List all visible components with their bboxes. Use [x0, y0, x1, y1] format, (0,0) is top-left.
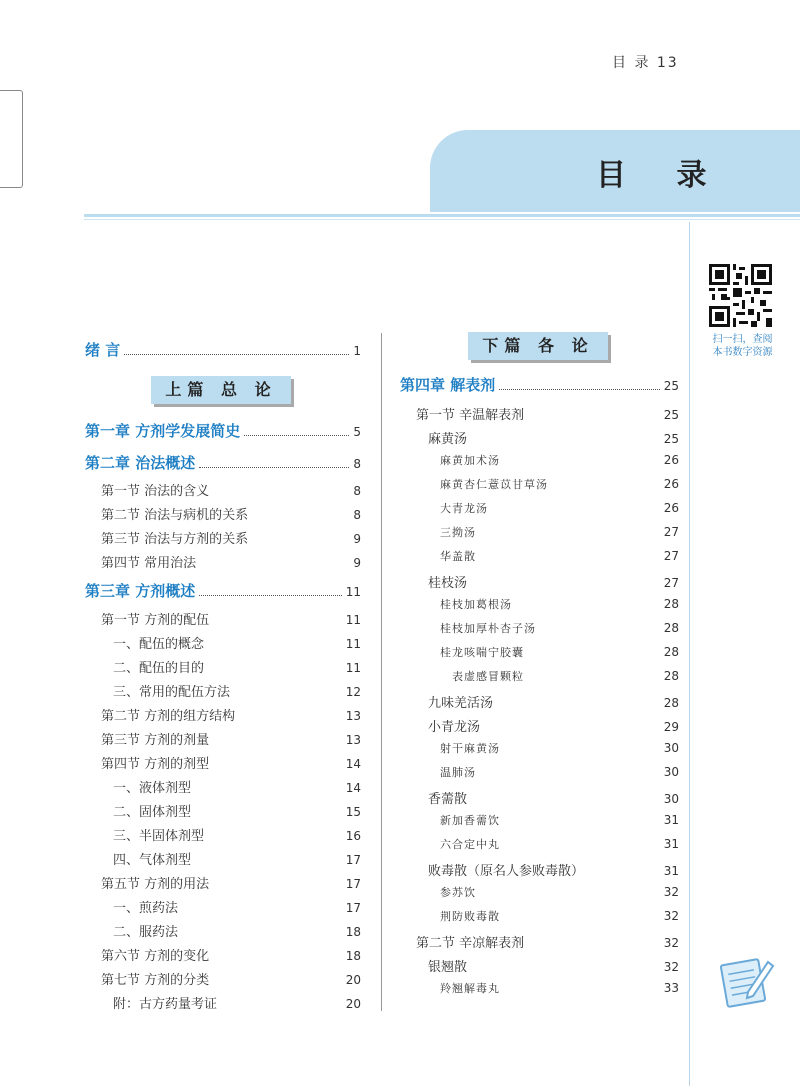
toc-title: 第一节 方剂的配伍 — [101, 613, 210, 628]
toc-page: 27 — [663, 576, 679, 590]
toc-section[interactable] — [101, 609, 361, 628]
toc-title: 表虚感冒颗粒 — [452, 670, 524, 683]
toc-subitem[interactable] — [113, 825, 361, 844]
toc-chapter[interactable] — [85, 580, 361, 601]
toc-subformula[interactable] — [440, 500, 679, 516]
toc-subitem[interactable] — [113, 921, 361, 940]
toc-subformula[interactable] — [440, 644, 679, 660]
toc-title: 麻黄加术汤 — [440, 454, 500, 467]
toc-title: 第三章 方剂概述 — [85, 582, 196, 600]
toc-title: 三、半固体剂型 — [113, 829, 205, 844]
toc-page: 28 — [663, 669, 679, 683]
toc-formula[interactable] — [428, 860, 679, 879]
toc-page: 11 — [345, 613, 361, 627]
toc-page: 33 — [663, 981, 679, 995]
toc-subitem[interactable] — [113, 777, 361, 796]
qr-caption-line1: 扫一扫，查阅 — [712, 334, 773, 345]
toc-title: 第六节 方剂的变化 — [101, 949, 210, 964]
toc-page: 26 — [663, 501, 679, 515]
toc-subitem[interactable] — [113, 849, 361, 868]
toc-title: 二、固体剂型 — [113, 805, 192, 820]
toc-section[interactable] — [101, 705, 361, 724]
toc-title: 绪 言 — [85, 341, 121, 359]
toc-title: 第四章 解表剂 — [400, 376, 496, 394]
toc-page: 13 — [345, 733, 361, 747]
toc-section[interactable] — [101, 969, 361, 988]
toc-title: 第四节 常用治法 — [101, 556, 197, 571]
toc-section[interactable] — [416, 404, 679, 423]
toc-formula[interactable] — [428, 788, 679, 807]
toc-page: 25 — [663, 379, 679, 393]
toc-subformula[interactable] — [440, 980, 679, 996]
header-rule — [84, 214, 800, 217]
toc-page: 18 — [345, 925, 361, 939]
toc-subformula[interactable] — [440, 476, 679, 492]
toc-page: 28 — [663, 696, 679, 710]
toc-page: 17 — [345, 877, 361, 891]
toc-title: 第一节 治法的含义 — [101, 484, 210, 499]
toc-section[interactable] — [101, 873, 361, 892]
toc-title: 败毒散（原名人参败毒散） — [428, 864, 585, 879]
toc-title: 二、配伍的目的 — [113, 661, 205, 676]
dot-leader — [244, 435, 349, 436]
toc-page: 17 — [345, 853, 361, 867]
toc-subformula[interactable] — [452, 668, 679, 684]
toc-title: 荆防败毒散 — [440, 910, 500, 923]
qr-caption-line2: 本书数字资源 — [712, 347, 773, 358]
toc-page: 18 — [345, 949, 361, 963]
toc-page: 11 — [345, 661, 361, 675]
toc-chapter[interactable] — [85, 452, 361, 473]
toc-section[interactable] — [101, 480, 361, 499]
toc-title: 香薷散 — [428, 792, 468, 807]
toc-page: 28 — [663, 621, 679, 635]
toc-subformula[interactable] — [440, 884, 679, 900]
toc-page: 5 — [353, 425, 361, 439]
toc-title: 第二章 治法概述 — [85, 454, 196, 472]
toc-title: 小青龙汤 — [428, 720, 481, 735]
toc-title: 温肺汤 — [440, 766, 476, 779]
toc-page: 32 — [663, 885, 679, 899]
toc-section[interactable] — [101, 753, 361, 772]
toc-title: 第一章 方剂学发展简史 — [85, 422, 241, 440]
toc-subitem[interactable] — [113, 801, 361, 820]
dot-leader — [199, 595, 341, 596]
toc-subformula[interactable] — [440, 908, 679, 924]
toc-title: 羚翘解毒丸 — [440, 982, 500, 995]
toc-intro[interactable] — [85, 339, 361, 360]
toc-title: 六合定中丸 — [440, 838, 500, 851]
toc-title: 麻黄汤 — [428, 432, 468, 447]
toc-page: 8 — [353, 457, 361, 471]
toc-section[interactable] — [416, 932, 679, 951]
toc-page: 30 — [663, 741, 679, 755]
toc-subformula[interactable] — [440, 524, 679, 540]
toc-title: 桂枝汤 — [428, 576, 468, 591]
toc-title: 华盖散 — [440, 550, 476, 563]
toc-formula[interactable] — [428, 956, 679, 975]
toc-title: 大青龙汤 — [440, 502, 488, 515]
toc-title: 第三节 方剂的剂量 — [101, 733, 210, 748]
toc-page: 27 — [663, 525, 679, 539]
qr-caption — [700, 333, 785, 359]
toc-page: 11 — [345, 585, 361, 599]
toc-section[interactable] — [101, 528, 361, 547]
toc-page: 8 — [353, 484, 361, 498]
toc-page: 9 — [353, 556, 361, 570]
page-title: 目 录 — [596, 158, 727, 193]
toc-page: 32 — [663, 960, 679, 974]
toc-page: 25 — [663, 432, 679, 446]
toc-page: 28 — [663, 645, 679, 659]
toc-title: 桂枝加厚朴杏子汤 — [440, 622, 536, 635]
toc-subitem[interactable] — [113, 897, 361, 916]
toc-title: 桂龙咳喘宁胶囊 — [440, 646, 524, 659]
toc-section[interactable] — [101, 945, 361, 964]
toc-page: 15 — [345, 805, 361, 819]
page-edge-tab — [0, 90, 23, 188]
notebook-pencil-icon — [718, 952, 776, 1010]
toc-page: 8 — [353, 508, 361, 522]
toc-title: 银翘散 — [428, 960, 468, 975]
toc-formula[interactable] — [428, 428, 679, 447]
toc-formula[interactable] — [428, 716, 679, 735]
toc-title: 麻黄杏仁薏苡甘草汤 — [440, 478, 548, 491]
toc-page: 31 — [663, 864, 679, 878]
toc-chapter[interactable] — [400, 374, 679, 395]
toc-title: 附：古方药量考证 — [113, 997, 218, 1012]
toc-subformula[interactable] — [440, 620, 679, 636]
toc-title: 四、气体剂型 — [113, 853, 192, 868]
toc-title: 桂枝加葛根汤 — [440, 598, 512, 611]
toc-chapter[interactable] — [85, 420, 361, 441]
toc-page: 31 — [663, 813, 679, 827]
toc-page: 20 — [345, 997, 361, 1011]
dot-leader — [499, 389, 659, 390]
toc-page: 20 — [345, 973, 361, 987]
toc-page: 30 — [663, 792, 679, 806]
toc-title: 新加香薷饮 — [440, 814, 500, 827]
toc-page: 26 — [663, 477, 679, 491]
toc-page: 25 — [663, 408, 679, 422]
margin-rule — [689, 222, 690, 1086]
toc-page: 32 — [663, 936, 679, 950]
toc-title: 第二节 方剂的组方结构 — [101, 709, 236, 724]
toc-page: 31 — [663, 837, 679, 851]
toc-page: 9 — [353, 532, 361, 546]
toc-title: 第五节 方剂的用法 — [101, 877, 210, 892]
toc-page: 14 — [345, 757, 361, 771]
toc-title: 第二节 辛凉解表剂 — [416, 936, 525, 951]
toc-title: 第一节 辛温解表剂 — [416, 408, 525, 423]
part-heading-lower: 下篇 各 论 — [468, 332, 608, 360]
toc-section[interactable] — [101, 504, 361, 523]
toc-page: 32 — [663, 909, 679, 923]
toc-subformula[interactable] — [440, 740, 679, 756]
toc-page: 26 — [663, 453, 679, 467]
toc-page: 1 — [353, 344, 361, 358]
toc-subitem[interactable] — [113, 657, 361, 676]
toc-subformula[interactable] — [440, 596, 679, 612]
toc-page: 28 — [663, 597, 679, 611]
toc-title: 参苏饮 — [440, 886, 476, 899]
toc-section[interactable] — [101, 552, 361, 571]
toc-title: 第三节 治法与方剂的关系 — [101, 532, 249, 547]
toc-subitem[interactable] — [113, 633, 361, 652]
toc-title: 二、服药法 — [113, 925, 179, 940]
toc-section[interactable] — [101, 729, 361, 748]
toc-page: 13 — [345, 709, 361, 723]
toc-title: 九味羌活汤 — [428, 696, 494, 711]
toc-subitem[interactable] — [113, 681, 361, 700]
running-header: 目 录 13 — [612, 55, 679, 71]
toc-subformula[interactable] — [440, 452, 679, 468]
column-divider — [381, 333, 382, 1011]
toc-page: 27 — [663, 549, 679, 563]
toc-title: 三、常用的配伍方法 — [113, 685, 231, 700]
toc-formula[interactable] — [428, 692, 679, 711]
toc-page: 16 — [345, 829, 361, 843]
toc-subformula[interactable] — [440, 812, 679, 828]
toc-subformula[interactable] — [440, 764, 679, 780]
toc-title: 一、煎药法 — [113, 901, 179, 916]
toc-title: 一、液体剂型 — [113, 781, 192, 796]
toc-page: 30 — [663, 765, 679, 779]
toc-title: 第四节 方剂的剂型 — [101, 757, 210, 772]
part-heading-upper: 上篇 总 论 — [151, 376, 291, 404]
toc-subformula[interactable] — [440, 836, 679, 852]
toc-page: 17 — [345, 901, 361, 915]
toc-title: 三拗汤 — [440, 526, 476, 539]
toc-title: 射干麻黄汤 — [440, 742, 500, 755]
toc-page: 11 — [345, 637, 361, 651]
dot-leader — [124, 354, 349, 355]
toc-page: 14 — [345, 781, 361, 795]
toc-title: 第七节 方剂的分类 — [101, 973, 210, 988]
toc-title: 第二节 治法与病机的关系 — [101, 508, 249, 523]
header-rule-thin — [84, 219, 800, 220]
toc-title: 一、配伍的概念 — [113, 637, 205, 652]
qr-code-icon[interactable] — [709, 264, 772, 327]
toc-page: 12 — [345, 685, 361, 699]
toc-subformula[interactable] — [440, 548, 679, 564]
toc-formula[interactable] — [428, 572, 679, 591]
toc-subitem[interactable] — [113, 993, 361, 1012]
dot-leader — [199, 467, 349, 468]
toc-page: 29 — [663, 720, 679, 734]
